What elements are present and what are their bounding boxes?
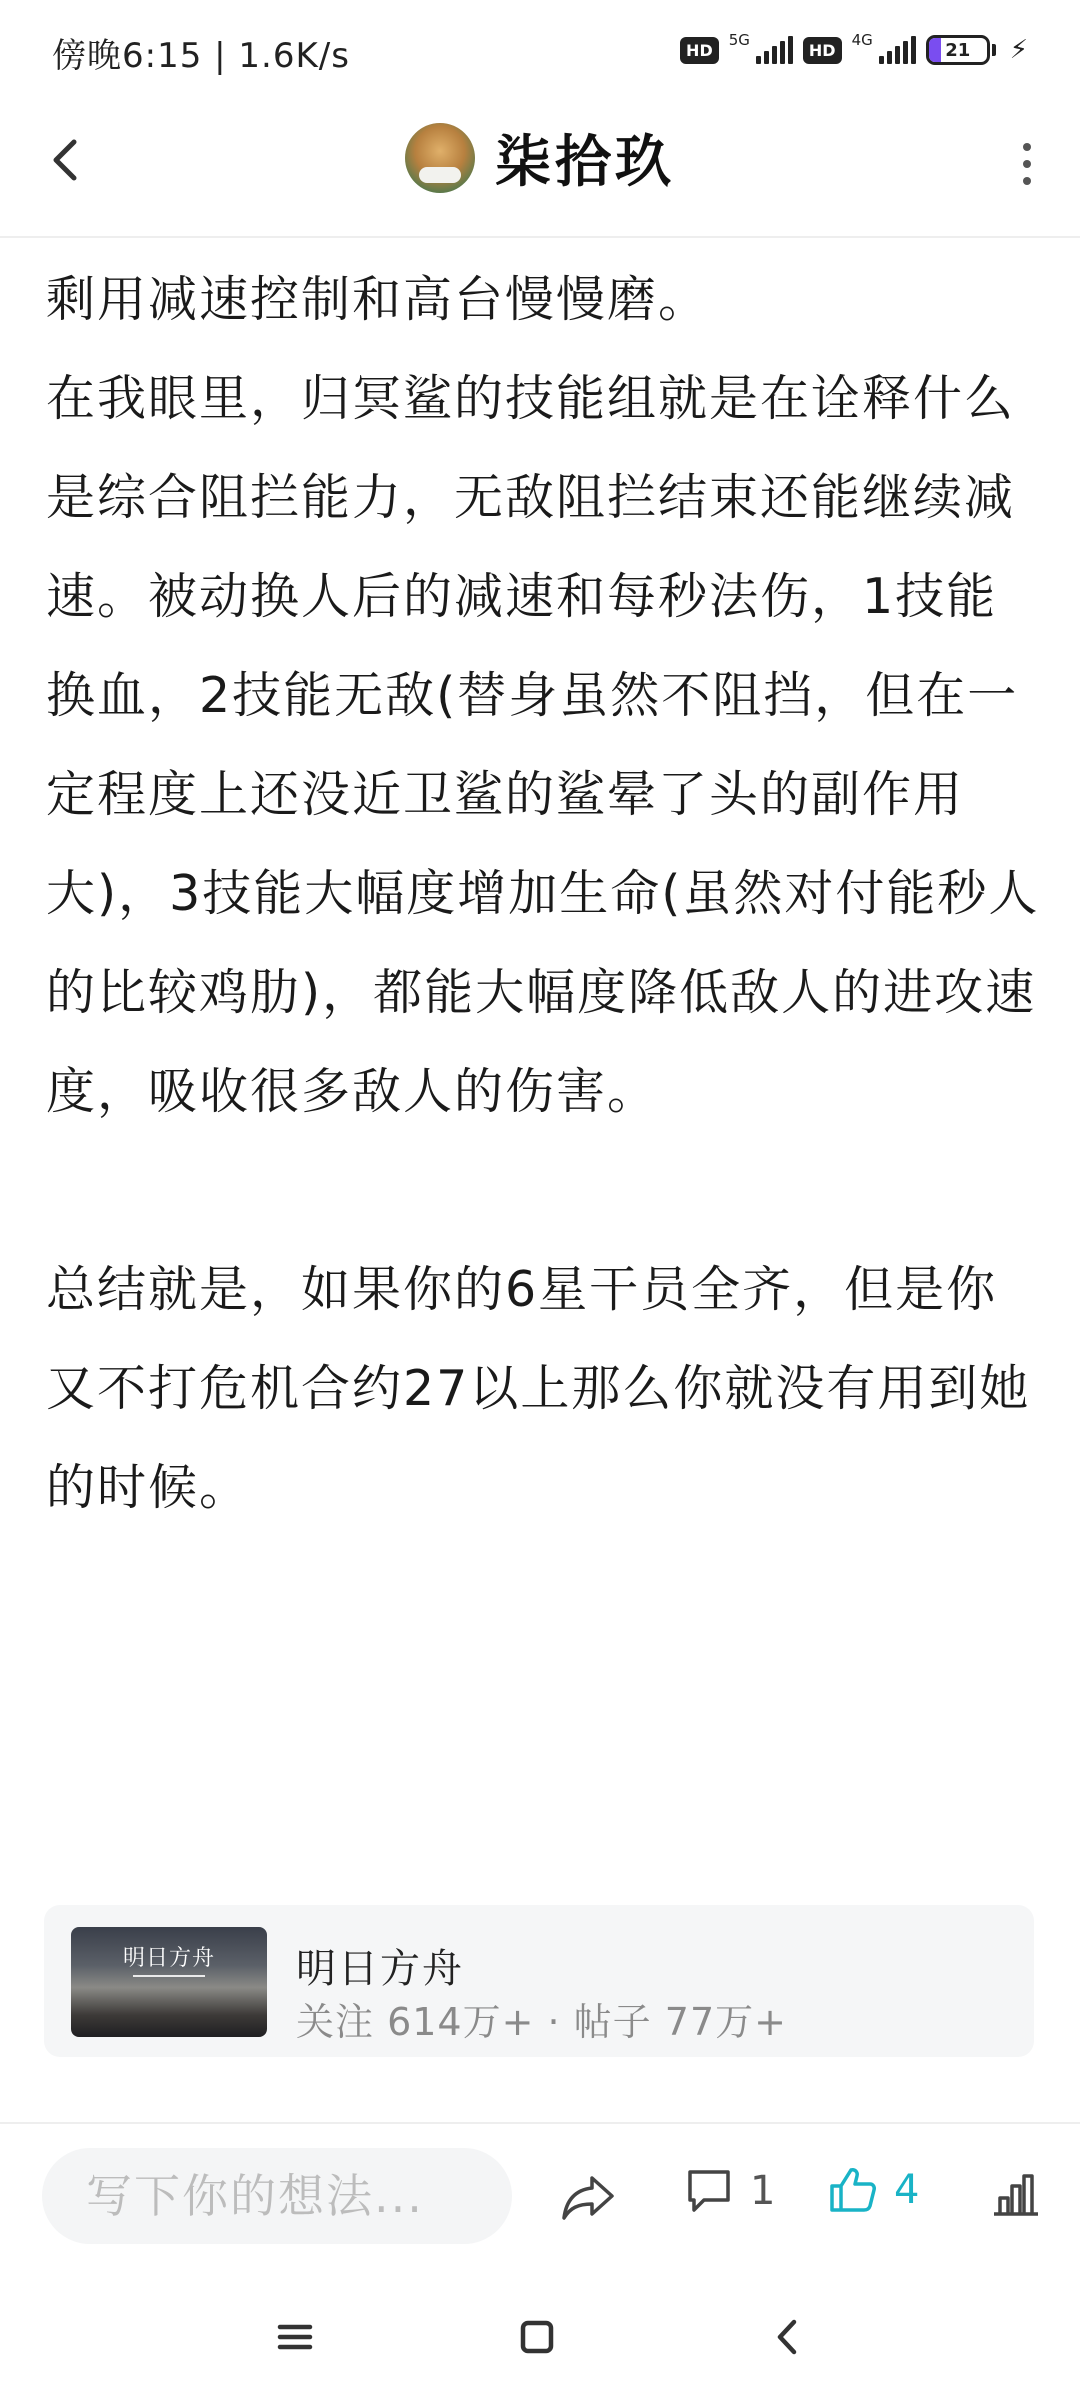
post-header: [0, 100, 1080, 238]
network-5g-label: 5G: [728, 31, 750, 49]
author-info[interactable]: [0, 118, 1080, 198]
forum-stats: 关注 614万+ · 帖子 77万+: [296, 2000, 787, 2044]
hd-badge-2: HD: [803, 37, 842, 64]
post-paragraph: 剩用减速控制和高台慢慢磨。: [46, 271, 710, 328]
battery-level: 21: [945, 39, 971, 61]
like-count: 4: [894, 2167, 920, 2213]
comment-input[interactable]: [42, 2148, 512, 2244]
status-time: 傍晚6:15 | 1.6K/s: [52, 36, 350, 76]
network-4g-label: 4G: [851, 31, 873, 49]
thumbs-up-icon: [824, 2162, 880, 2218]
back-triangle-icon[interactable]: [762, 2310, 812, 2364]
forum-name: 明日方舟: [296, 1946, 464, 1992]
post-content: [46, 250, 1046, 1537]
thumbnail-logo: 明日方舟: [122, 1946, 215, 1971]
comment-button[interactable]: [682, 2164, 775, 2218]
hd-badge: HD: [680, 37, 719, 64]
like-button[interactable]: [824, 2162, 919, 2218]
comment-icon: [682, 2164, 736, 2218]
share-icon[interactable]: [556, 2166, 620, 2230]
signal-5g-icon: [756, 36, 793, 64]
post-paragraph: 总结就是，如果你的6星干员全齐，但是你又不打危机合约27以上那么你就没有用到她的时候。: [46, 1261, 1031, 1516]
home-square-icon[interactable]: [512, 2312, 562, 2362]
system-nav-bar: [0, 2272, 1080, 2400]
menu-icon[interactable]: [270, 2312, 320, 2362]
post-paragraph: 在我眼里，归冥鲨的技能组就是在诠释什么是综合阻拦能力，无敌阻拦结束还能继续减速。被动换人后的减速和每秒法伤，1技能换血，2技能无敌(替身虽然不阻挡，但在一定程度上还没近卫鲨的鲨晕了头的副作用大)，3技能大幅度增加生命(虽然对付能秒人的比较鸡肋)，都能大幅度降低敌人的进攻速度，吸收很多敌人的伤害。: [46, 370, 1040, 1120]
action-bar: [0, 2124, 1080, 2270]
forum-card[interactable]: [44, 1905, 1034, 2057]
comment-count: 1: [750, 2168, 776, 2214]
bar-chart-icon[interactable]: [990, 2168, 1042, 2220]
more-vertical-icon[interactable]: [1002, 134, 1052, 194]
page-title: 柒拾玖: [495, 130, 675, 195]
battery-fill: [929, 38, 941, 62]
status-icons: [680, 30, 1028, 70]
status-bar: [0, 0, 1080, 100]
forum-thumbnail: [71, 1927, 267, 2037]
avatar[interactable]: [405, 123, 475, 193]
signal-4g-icon: [879, 36, 916, 64]
battery-icon: [926, 35, 996, 65]
charging-bolt-icon: ⚡: [1009, 35, 1028, 65]
